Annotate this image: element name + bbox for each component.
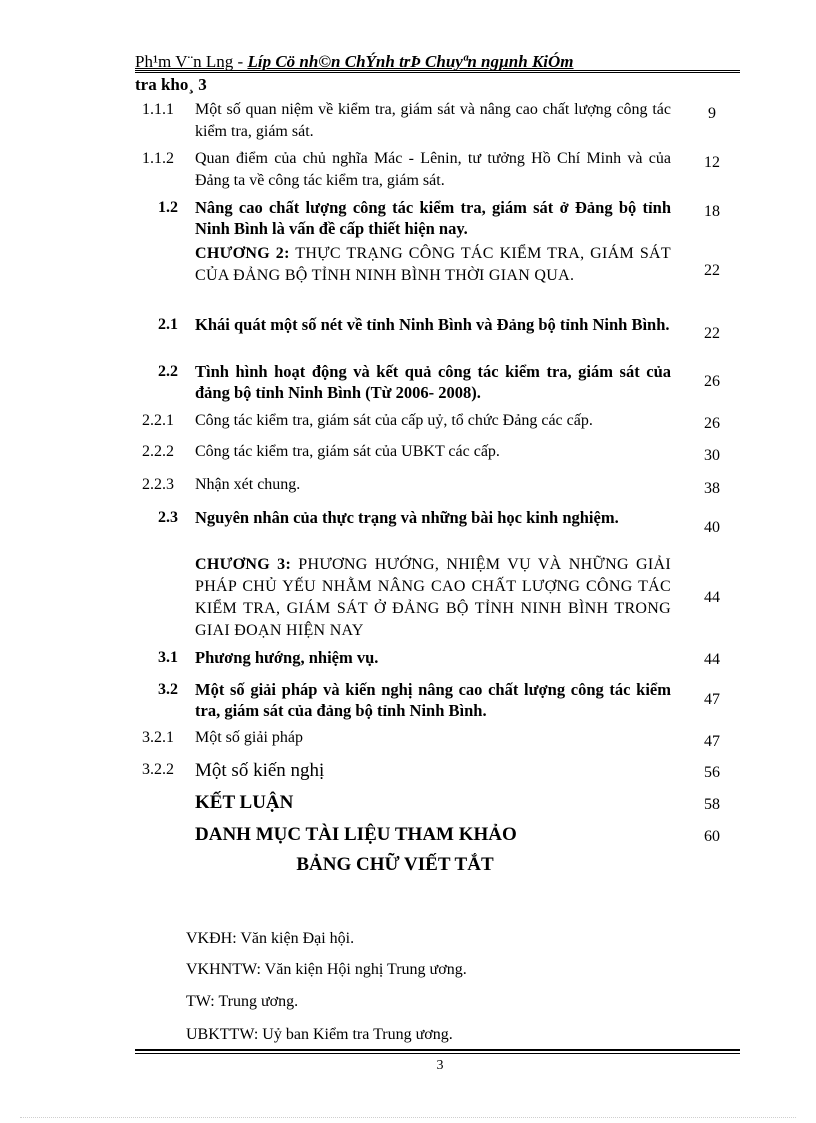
toc-text: Nâng cao chất lượng công tác kiểm tra, giám sát ở Đảng bộ tỉnh Ninh Bình là vấn đề cấp thiết hiện nay. — [195, 198, 671, 238]
chapter-label: CHƯƠNG 2: — [195, 245, 290, 262]
abbreviation-item: VKĐH: Văn kiện Đại hội. — [186, 930, 355, 947]
toc-page: 22 — [704, 262, 720, 279]
toc-number: 2.2.2 — [142, 443, 174, 460]
abbreviation-item: TW: Trung ương. — [186, 993, 299, 1010]
toc-text: Một số kiến nghị — [195, 760, 325, 781]
toc-number: 2.1 — [158, 316, 178, 333]
toc-text: DANH MỤC TÀI LIỆU THAM KHẢO — [195, 824, 517, 845]
abbreviation-item: UBKTTW: Uỷ ban Kiểm tra Trung ương. — [186, 1026, 453, 1043]
toc-page: 47 — [704, 691, 720, 708]
header-title-continued: tra kho¸ 3 — [135, 75, 207, 94]
toc-number: 3.2.2 — [142, 761, 174, 778]
toc-text: Công tác kiểm tra, giám sát của UBKT các cấp. — [195, 443, 500, 460]
toc-text: Công tác kiểm tra, giám sát của cấp uỷ, tổ chức Đảng các cấp. — [195, 412, 593, 429]
toc-number: 3.2.1 — [142, 729, 174, 746]
page-number: 3 — [436, 1058, 444, 1073]
toc-number: 3.1 — [158, 649, 178, 666]
toc-page: 38 — [704, 480, 720, 497]
toc-page: 30 — [704, 447, 720, 464]
toc-page: 44 — [704, 589, 720, 606]
header-author: Ph¹m V¨n Lng — [135, 52, 234, 71]
toc-text: Tình hình hoạt động và kết quả công tác kiểm tra, giám sát của đảng bộ tỉnh Ninh Bình (Từ 2006- 2008). — [195, 362, 671, 402]
toc-page: 40 — [704, 519, 720, 536]
toc-number: 2.2.3 — [142, 476, 174, 493]
footer-rule-thin — [135, 1053, 740, 1054]
header-separator: - — [233, 52, 248, 71]
header-rule — [135, 70, 740, 73]
toc-number: 1.1.1 — [142, 101, 174, 118]
toc-text — [195, 554, 671, 642]
toc-text: Phương hướng, nhiệm vụ. — [195, 648, 379, 667]
page-edge — [20, 1117, 796, 1118]
toc-page: 18 — [704, 203, 720, 220]
toc-page: 26 — [704, 415, 720, 432]
toc-page: 12 — [704, 154, 720, 171]
footer-rule — [135, 1049, 740, 1051]
abbreviations-title: BẢNG CHỮ VIẾT TẮT — [296, 854, 494, 875]
toc-text: Một số giải pháp và kiến nghị nâng cao chất lượng công tác kiểm tra, giám sát của đảng bộ tỉnh Ninh Bình. — [195, 680, 671, 720]
toc-page: 22 — [704, 325, 720, 342]
chapter-title: PHƯƠNG HƯỚNG, NHIỆM VỤ VÀ NHỮNG GIẢI PHÁP CHỦ YẾU NHẰM NÂNG CAO CHẤT LƯỢNG CÔNG TÁC KIỂM TRA, GIÁM SÁT Ở ĐẢNG BỘ TỈNH NINH BÌNH TRONG GIAI ĐOẠN HIỆN NAY — [195, 556, 671, 639]
toc-text: Nhận xét chung. — [195, 476, 301, 493]
running-header — [135, 52, 740, 94]
toc-number: 2.2 — [158, 363, 178, 380]
toc-text: Khái quát một số nét về tỉnh Ninh Bình và Đảng bộ tỉnh Ninh Bình. — [195, 315, 670, 334]
toc-number: 3.2 — [158, 681, 178, 698]
toc-page: 60 — [704, 828, 720, 845]
toc-page: 58 — [704, 796, 720, 813]
chapter-label: CHƯƠNG 3: — [195, 556, 292, 573]
toc-number: 2.3 — [158, 509, 178, 526]
header-title: Líp Cö nh©n ChÝnh trÞ Chuyªn ngµnh KiÓm — [247, 52, 574, 71]
toc-text: Quan điểm của chủ nghĩa Mác - Lênin, tư tưởng Hồ Chí Minh và của Đảng ta về công tác kiểm tra, giám sát. — [195, 150, 671, 189]
toc-page: 9 — [708, 105, 716, 122]
toc-page: 47 — [704, 733, 720, 750]
toc-page: 26 — [704, 373, 720, 390]
toc-text: Một số giải pháp — [195, 729, 303, 746]
toc-page: 56 — [704, 764, 720, 781]
toc-text — [195, 243, 671, 287]
toc-text: Nguyên nhân của thực trạng và những bài học kinh nghiệm. — [195, 508, 619, 527]
abbreviation-item: VKHNTW: Văn kiện Hội nghị Trung ương. — [186, 961, 467, 978]
toc-text: KẾT LUẬN — [195, 792, 294, 813]
chapter-title: THỰC TRẠNG CÔNG TÁC KIỂM TRA, GIÁM SÁT CỦA ĐẢNG BỘ TỈNH NINH BÌNH THỜI GIAN QUA. — [195, 245, 671, 284]
toc-text: Một số quan niệm về kiểm tra, giám sát và nâng cao chất lượng công tác kiểm tra, giám sát. — [195, 101, 671, 140]
toc-page: 44 — [704, 651, 720, 668]
toc-number: 2.2.1 — [142, 412, 174, 429]
toc-number: 1.2 — [158, 199, 178, 216]
toc-number: 1.1.2 — [142, 150, 174, 167]
